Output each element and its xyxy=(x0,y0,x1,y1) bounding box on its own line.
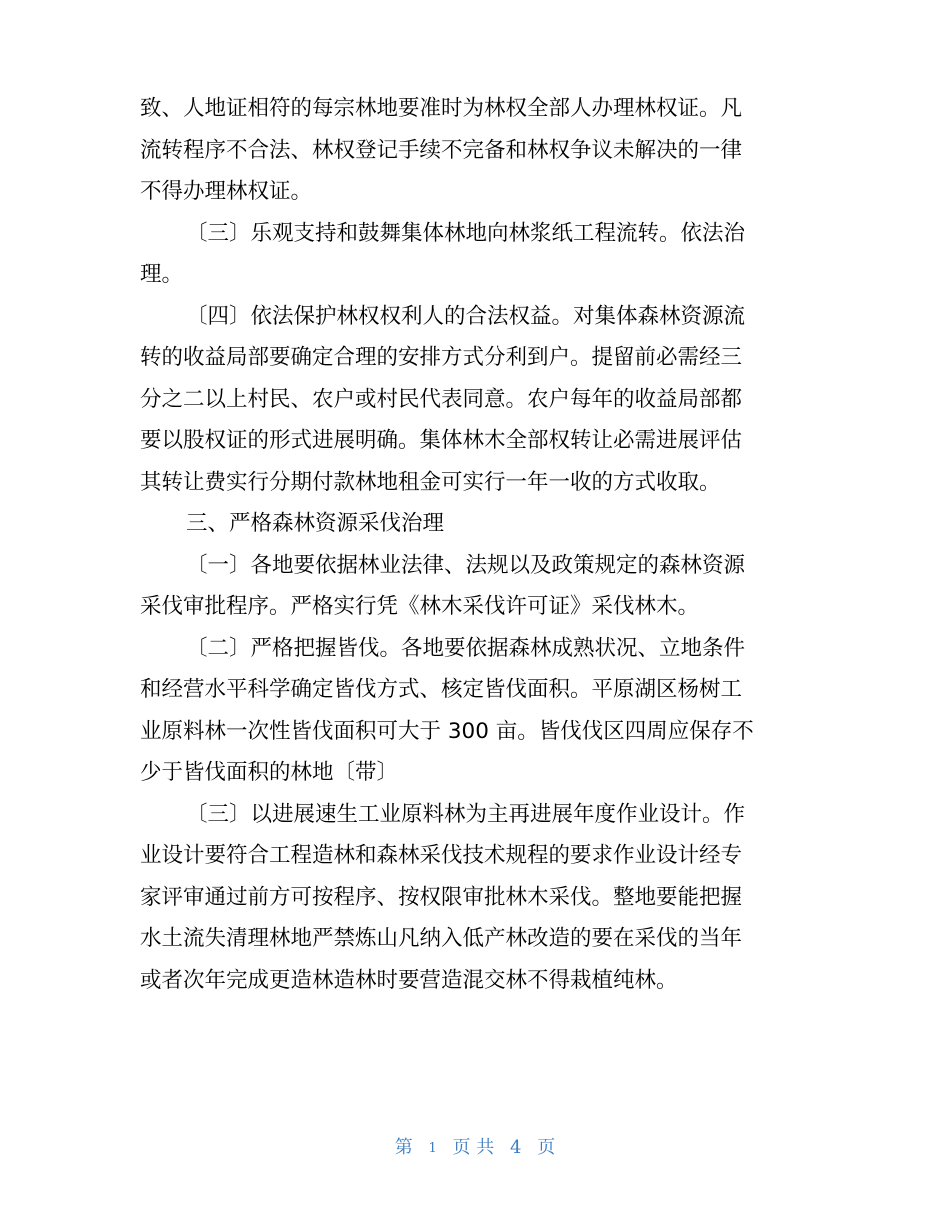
text-line: 和经营水平科学确定皆伐方式、核定皆伐面积。平原湖区杨树工 xyxy=(140,677,743,702)
footer-suffix: 页 xyxy=(537,1137,556,1158)
text-line: 或者次年完成更造林造林时要营造混交林不得栽植纯林。 xyxy=(140,967,678,993)
footer-middle: 页 共 xyxy=(452,1137,495,1158)
text-line: 〔三〕乐观支持和鼓舞集体林地向林浆纸工程流转。依法治 xyxy=(186,220,746,246)
text-line: 采伐审批程序。严格实行凭《林木采伐许可证》采伐林木。 xyxy=(140,594,700,619)
page-footer xyxy=(0,1133,950,1159)
text-line: 要以股权证的形式进展明确。集体林木全部权转让必需进展评估 xyxy=(140,428,743,453)
text-line: 业原料林一次性皆伐面积可大于 300 亩。皆伐伐区四周应保存不 xyxy=(140,718,754,744)
total-pages: 4 xyxy=(510,1137,522,1158)
document-body xyxy=(140,88,795,1001)
text-line: 转的收益局部要确定合理的安排方式分利到户。提留前必需经三 xyxy=(140,345,743,370)
section-heading: 三、严格森林资源采伐治理 xyxy=(186,511,445,536)
page-number: 1 xyxy=(428,1141,437,1156)
text-line: 〔一〕各地要依据林业法律、法规以及政策规定的森林资源 xyxy=(186,552,746,578)
text-line: 业设计要符合工程造林和森林采伐技术规程的要求作业设计经专 xyxy=(140,843,743,868)
text-line: 少于皆伐面积的林地〔带〕 xyxy=(140,760,399,785)
text-line: 不得办理林权证。 xyxy=(140,179,313,204)
text-line: 致、人地证相符的每宗林地要准时为林权全部人办理林权证。凡 xyxy=(140,96,743,121)
text-line: 〔四〕依法保护林权权利人的合法权益。对集体森林资源流 xyxy=(186,303,746,329)
text-line: 水土流失清理林地严禁炼山凡纳入低产林改造的要在采伐的当年 xyxy=(140,926,743,951)
text-line: 理。 xyxy=(140,262,184,287)
text-line: 〔三〕以进展速生工业原料林为主再进展年度作业设计。作 xyxy=(186,801,746,827)
footer-prefix: 第 xyxy=(394,1137,413,1158)
text-line: 流转程序不合法、林权登记手续不完备和林权争议未解决的一律 xyxy=(140,137,743,163)
text-line: 分之二以上村民、农户或村民代表同意。农户每年的收益局部都 xyxy=(140,386,743,412)
text-line: 家评审通过前方可按程序、按权限审批林木采伐。整地要能把握 xyxy=(140,884,743,910)
text-line: 其转让费实行分期付款林地租金可实行一年一收的方式收取。 xyxy=(140,469,721,495)
text-line: 〔二〕严格把握皆伐。各地要依据森林成熟状况、立地条件 xyxy=(186,635,746,661)
